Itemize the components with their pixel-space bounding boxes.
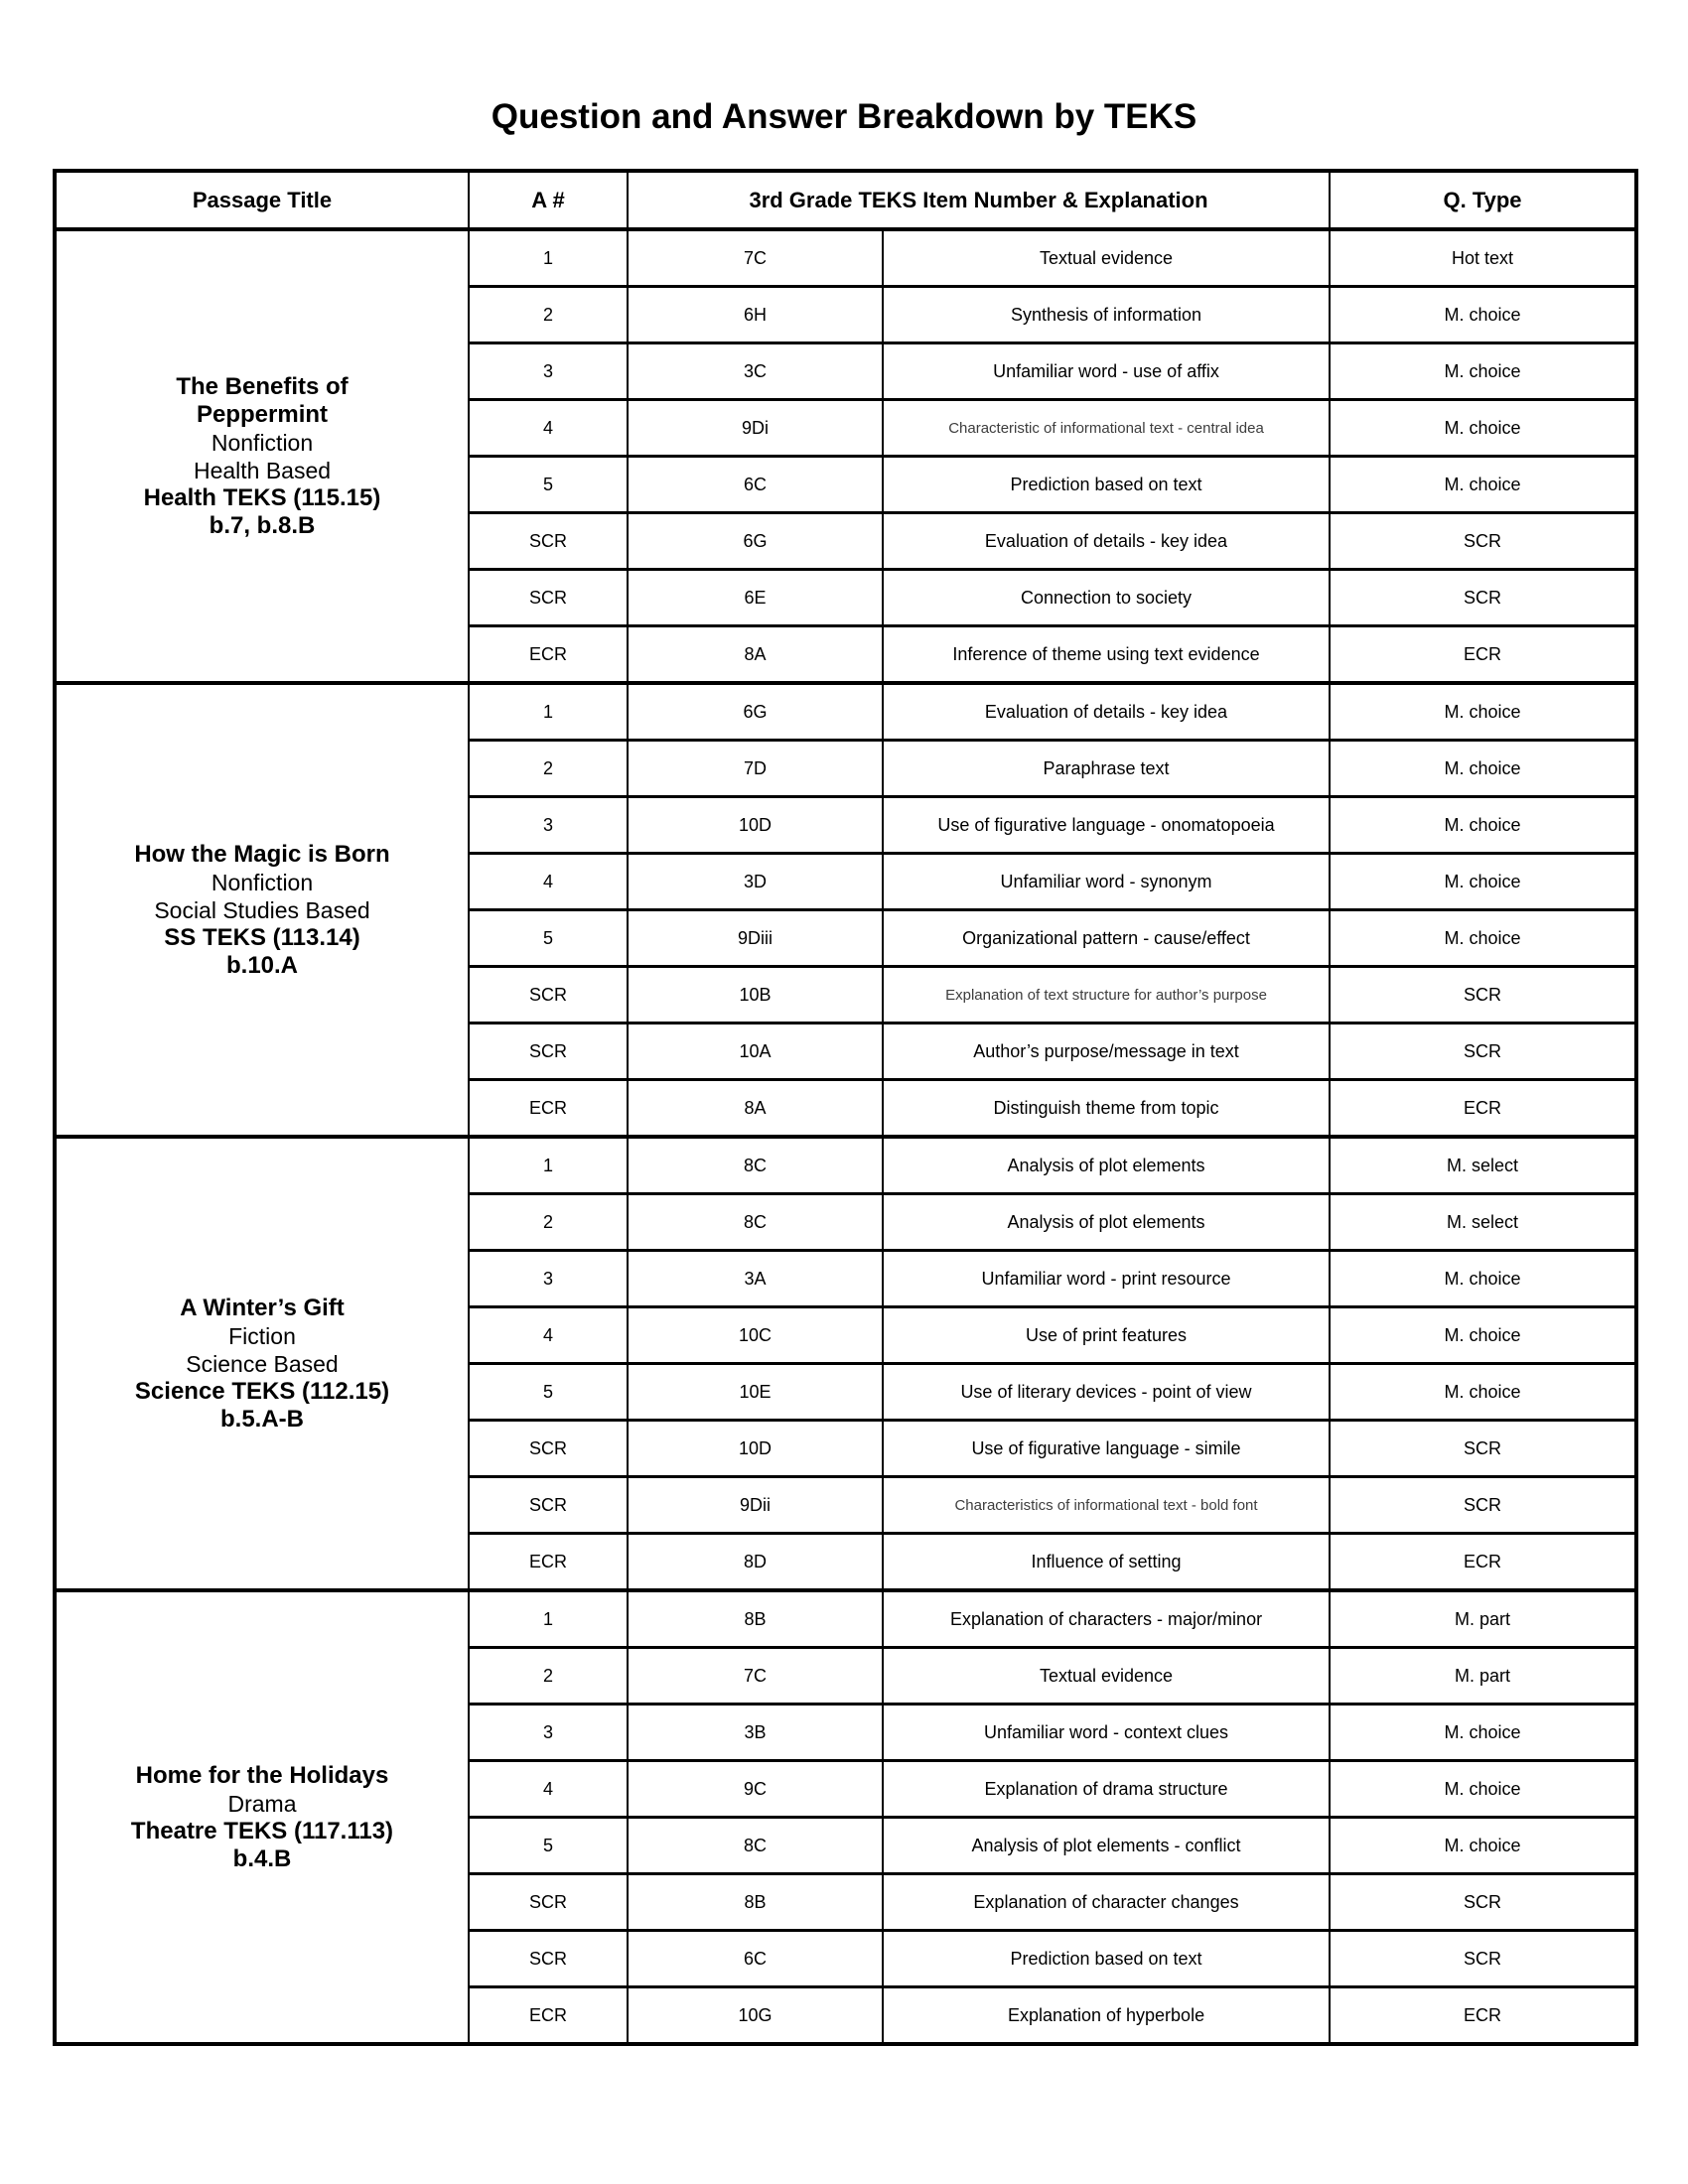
answer-number-cell: SCR (469, 570, 628, 626)
teks-item-number-cell: 6H (628, 287, 883, 343)
passage-title-line: Nonfiction (211, 869, 314, 895)
question-type-cell: ECR (1330, 1080, 1636, 1138)
teks-item-number-cell: 6G (628, 683, 883, 741)
answer-number-cell: SCR (469, 1421, 628, 1477)
passage-title-line: Social Studies Based (154, 896, 370, 923)
teks-explanation-cell: Textual evidence (883, 229, 1330, 287)
col-header-answer-number: A # (469, 171, 628, 229)
question-type-cell: ECR (1330, 626, 1636, 684)
teks-item-number-cell: 10D (628, 797, 883, 854)
answer-number-cell: 4 (469, 854, 628, 910)
teks-item-number-cell: 6C (628, 457, 883, 513)
answer-number-cell: SCR (469, 1477, 628, 1534)
answer-number-cell: 3 (469, 1705, 628, 1761)
teks-item-number-cell: 8D (628, 1534, 883, 1591)
page-title: Question and Answer Breakdown by TEKS (491, 97, 1197, 136)
teks-explanation-cell: Evaluation of details - key idea (883, 683, 1330, 741)
table-row (55, 229, 1636, 287)
passage-title-line: Science Based (186, 1350, 339, 1377)
teks-explanation-cell: Explanation of drama structure (883, 1761, 1330, 1818)
passage-title-line: Peppermint (196, 400, 329, 428)
answer-number-cell: ECR (469, 1080, 628, 1138)
col-header-passage-title: Passage Title (55, 171, 469, 229)
question-type-cell: M. choice (1330, 741, 1636, 797)
teks-explanation-cell: Explanation of text structure for author’s purpose (883, 967, 1330, 1024)
col-header-teks-item-explanation: 3rd Grade TEKS Item Number & Explanation (628, 171, 1330, 229)
teks-explanation-cell: Evaluation of details - key idea (883, 513, 1330, 570)
answer-number-cell: SCR (469, 1931, 628, 1987)
teks-explanation-cell: Use of print features (883, 1307, 1330, 1364)
teks-explanation-cell: Textual evidence (883, 1648, 1330, 1705)
answer-number-cell: 4 (469, 1307, 628, 1364)
answer-number-cell: 3 (469, 343, 628, 400)
teks-item-number-cell: 8A (628, 626, 883, 684)
teks-item-number-cell: 8B (628, 1874, 883, 1931)
answer-number-cell: 5 (469, 1364, 628, 1421)
teks-explanation-cell: Unfamiliar word - synonym (883, 854, 1330, 910)
question-type-cell: M. choice (1330, 1251, 1636, 1307)
question-type-cell: M. part (1330, 1590, 1636, 1648)
table-row (55, 1137, 1636, 1194)
teks-explanation-cell: Explanation of character changes (883, 1874, 1330, 1931)
answer-number-cell: 4 (469, 1761, 628, 1818)
question-type-cell: M. choice (1330, 343, 1636, 400)
question-type-cell: M. choice (1330, 457, 1636, 513)
answer-number-cell: 4 (469, 400, 628, 457)
teks-explanation-cell: Unfamiliar word - use of affix (883, 343, 1330, 400)
teks-explanation-cell: Use of figurative language - simile (883, 1421, 1330, 1477)
question-type-cell: M. choice (1330, 854, 1636, 910)
teks-item-number-cell: 8C (628, 1818, 883, 1874)
teks-explanation-cell: Organizational pattern - cause/effect (883, 910, 1330, 967)
question-type-cell: SCR (1330, 967, 1636, 1024)
passage-title-line: A Winter’s Gift (180, 1294, 345, 1321)
question-type-cell: M. select (1330, 1137, 1636, 1194)
question-type-cell: SCR (1330, 1931, 1636, 1987)
teks-explanation-cell: Use of figurative language - onomatopoeia (883, 797, 1330, 854)
passage-title-line: Drama (227, 1790, 297, 1817)
answer-number-cell: 1 (469, 1137, 628, 1194)
teks-explanation-cell: Characteristics of informational text - bold font (883, 1477, 1330, 1534)
passage-title-line: SS TEKS (113.14) (164, 923, 360, 951)
answer-number-cell: 3 (469, 1251, 628, 1307)
teks-item-number-cell: 7C (628, 229, 883, 287)
table-header (55, 171, 1636, 229)
question-type-cell: M. part (1330, 1648, 1636, 1705)
question-type-cell: M. choice (1330, 287, 1636, 343)
question-type-cell: M. select (1330, 1194, 1636, 1251)
answer-number-cell: SCR (469, 1024, 628, 1080)
teks-explanation-cell: Characteristic of informational text - central idea (883, 400, 1330, 457)
passage-title-cell (55, 229, 469, 683)
passage-title-line: Theatre TEKS (117.113) (130, 1817, 394, 1844)
question-type-cell: SCR (1330, 1874, 1636, 1931)
question-type-cell: SCR (1330, 1024, 1636, 1080)
answer-number-cell: SCR (469, 1874, 628, 1931)
teks-item-number-cell: 10A (628, 1024, 883, 1080)
question-type-cell: M. choice (1330, 1761, 1636, 1818)
question-type-cell: SCR (1330, 1477, 1636, 1534)
teks-item-number-cell: 10D (628, 1421, 883, 1477)
passage-title-line: b.4.B (232, 1844, 292, 1872)
teks-explanation-cell: Unfamiliar word - print resource (883, 1251, 1330, 1307)
teks-explanation-cell: Unfamiliar word - context clues (883, 1705, 1330, 1761)
teks-explanation-cell: Prediction based on text (883, 457, 1330, 513)
passage-title-line: Home for the Holidays (135, 1761, 389, 1789)
teks-item-number-cell: 8A (628, 1080, 883, 1138)
answer-number-cell: ECR (469, 626, 628, 684)
question-type-cell: M. choice (1330, 683, 1636, 741)
answer-number-cell: 1 (469, 229, 628, 287)
answer-number-cell: 2 (469, 1648, 628, 1705)
header-row (55, 171, 1636, 229)
teks-explanation-cell: Connection to society (883, 570, 1330, 626)
teks-explanation-cell: Prediction based on text (883, 1931, 1330, 1987)
question-type-cell: SCR (1330, 570, 1636, 626)
answer-number-cell: ECR (469, 1987, 628, 2045)
answer-number-cell: 5 (469, 1818, 628, 1874)
question-type-cell: M. choice (1330, 400, 1636, 457)
teks-item-number-cell: 7C (628, 1648, 883, 1705)
teks-explanation-cell: Synthesis of information (883, 287, 1330, 343)
table-body (55, 229, 1636, 2044)
teks-item-number-cell: 6G (628, 513, 883, 570)
question-type-cell: M. choice (1330, 1705, 1636, 1761)
passage-title-cell (55, 683, 469, 1137)
answer-number-cell: SCR (469, 967, 628, 1024)
question-type-cell: ECR (1330, 1534, 1636, 1591)
passage-title-cell (55, 1590, 469, 2044)
col-header-question-type: Q. Type (1330, 171, 1636, 229)
teks-item-number-cell: 3A (628, 1251, 883, 1307)
teks-explanation-cell: Paraphrase text (883, 741, 1330, 797)
teks-explanation-cell: Distinguish theme from topic (883, 1080, 1330, 1138)
answer-number-cell: 5 (469, 457, 628, 513)
answer-number-cell: 1 (469, 683, 628, 741)
question-type-cell: M. choice (1330, 797, 1636, 854)
answer-number-cell: 5 (469, 910, 628, 967)
passage-title-line: b.7, b.8.B (209, 511, 316, 539)
teks-item-number-cell: 6C (628, 1931, 883, 1987)
teks-item-number-cell: 9Dii (628, 1477, 883, 1534)
teks-item-number-cell: 10B (628, 967, 883, 1024)
passage-title-line: b.10.A (225, 951, 299, 979)
answer-number-cell: 2 (469, 741, 628, 797)
teks-explanation-cell: Explanation of characters - major/minor (883, 1590, 1330, 1648)
table-row (55, 683, 1636, 741)
teks-explanation-cell: Use of literary devices - point of view (883, 1364, 1330, 1421)
teks-item-number-cell: 7D (628, 741, 883, 797)
question-type-cell: M. choice (1330, 910, 1636, 967)
question-type-cell: SCR (1330, 513, 1636, 570)
passage-title-line: The Benefits of (176, 372, 349, 400)
teks-item-number-cell: 3C (628, 343, 883, 400)
teks-item-number-cell: 9C (628, 1761, 883, 1818)
question-type-cell: Hot text (1330, 229, 1636, 287)
teks-item-number-cell: 10E (628, 1364, 883, 1421)
question-type-cell: M. choice (1330, 1364, 1636, 1421)
question-type-cell: SCR (1330, 1421, 1636, 1477)
passage-title-line: Health TEKS (115.15) (143, 483, 381, 511)
table-row (55, 1590, 1636, 1648)
answer-number-cell: 2 (469, 1194, 628, 1251)
teks-explanation-cell: Explanation of hyperbole (883, 1987, 1330, 2045)
passage-title-line: Health Based (193, 457, 332, 483)
passage-title-line: Science TEKS (112.15) (134, 1377, 390, 1405)
teks-item-number-cell: 8C (628, 1194, 883, 1251)
teks-explanation-cell: Analysis of plot elements (883, 1137, 1330, 1194)
teks-item-number-cell: 9Diii (628, 910, 883, 967)
answer-number-cell: ECR (469, 1534, 628, 1591)
teks-item-number-cell: 3D (628, 854, 883, 910)
teks-explanation-cell: Analysis of plot elements - conflict (883, 1818, 1330, 1874)
teks-breakdown-table (53, 169, 1638, 2046)
answer-number-cell: SCR (469, 513, 628, 570)
question-type-cell: ECR (1330, 1987, 1636, 2045)
answer-number-cell: 1 (469, 1590, 628, 1648)
teks-item-number-cell: 8B (628, 1590, 883, 1648)
teks-explanation-cell: Author’s purpose/message in text (883, 1024, 1330, 1080)
passage-title-line: Nonfiction (211, 429, 314, 456)
passage-title-line: b.5.A-B (220, 1405, 304, 1433)
question-type-cell: M. choice (1330, 1307, 1636, 1364)
passage-title-line: How the Magic is Born (134, 840, 390, 868)
teks-item-number-cell: 10C (628, 1307, 883, 1364)
passage-title-line: Fiction (228, 1322, 296, 1349)
teks-explanation-cell: Analysis of plot elements (883, 1194, 1330, 1251)
passage-title-cell (55, 1137, 469, 1590)
teks-explanation-cell: Influence of setting (883, 1534, 1330, 1591)
teks-explanation-cell: Inference of theme using text evidence (883, 626, 1330, 684)
teks-item-number-cell: 10G (628, 1987, 883, 2045)
teks-item-number-cell: 3B (628, 1705, 883, 1761)
teks-item-number-cell: 6E (628, 570, 883, 626)
answer-number-cell: 2 (469, 287, 628, 343)
question-type-cell: M. choice (1330, 1818, 1636, 1874)
teks-item-number-cell: 9Di (628, 400, 883, 457)
answer-number-cell: 3 (469, 797, 628, 854)
teks-item-number-cell: 8C (628, 1137, 883, 1194)
